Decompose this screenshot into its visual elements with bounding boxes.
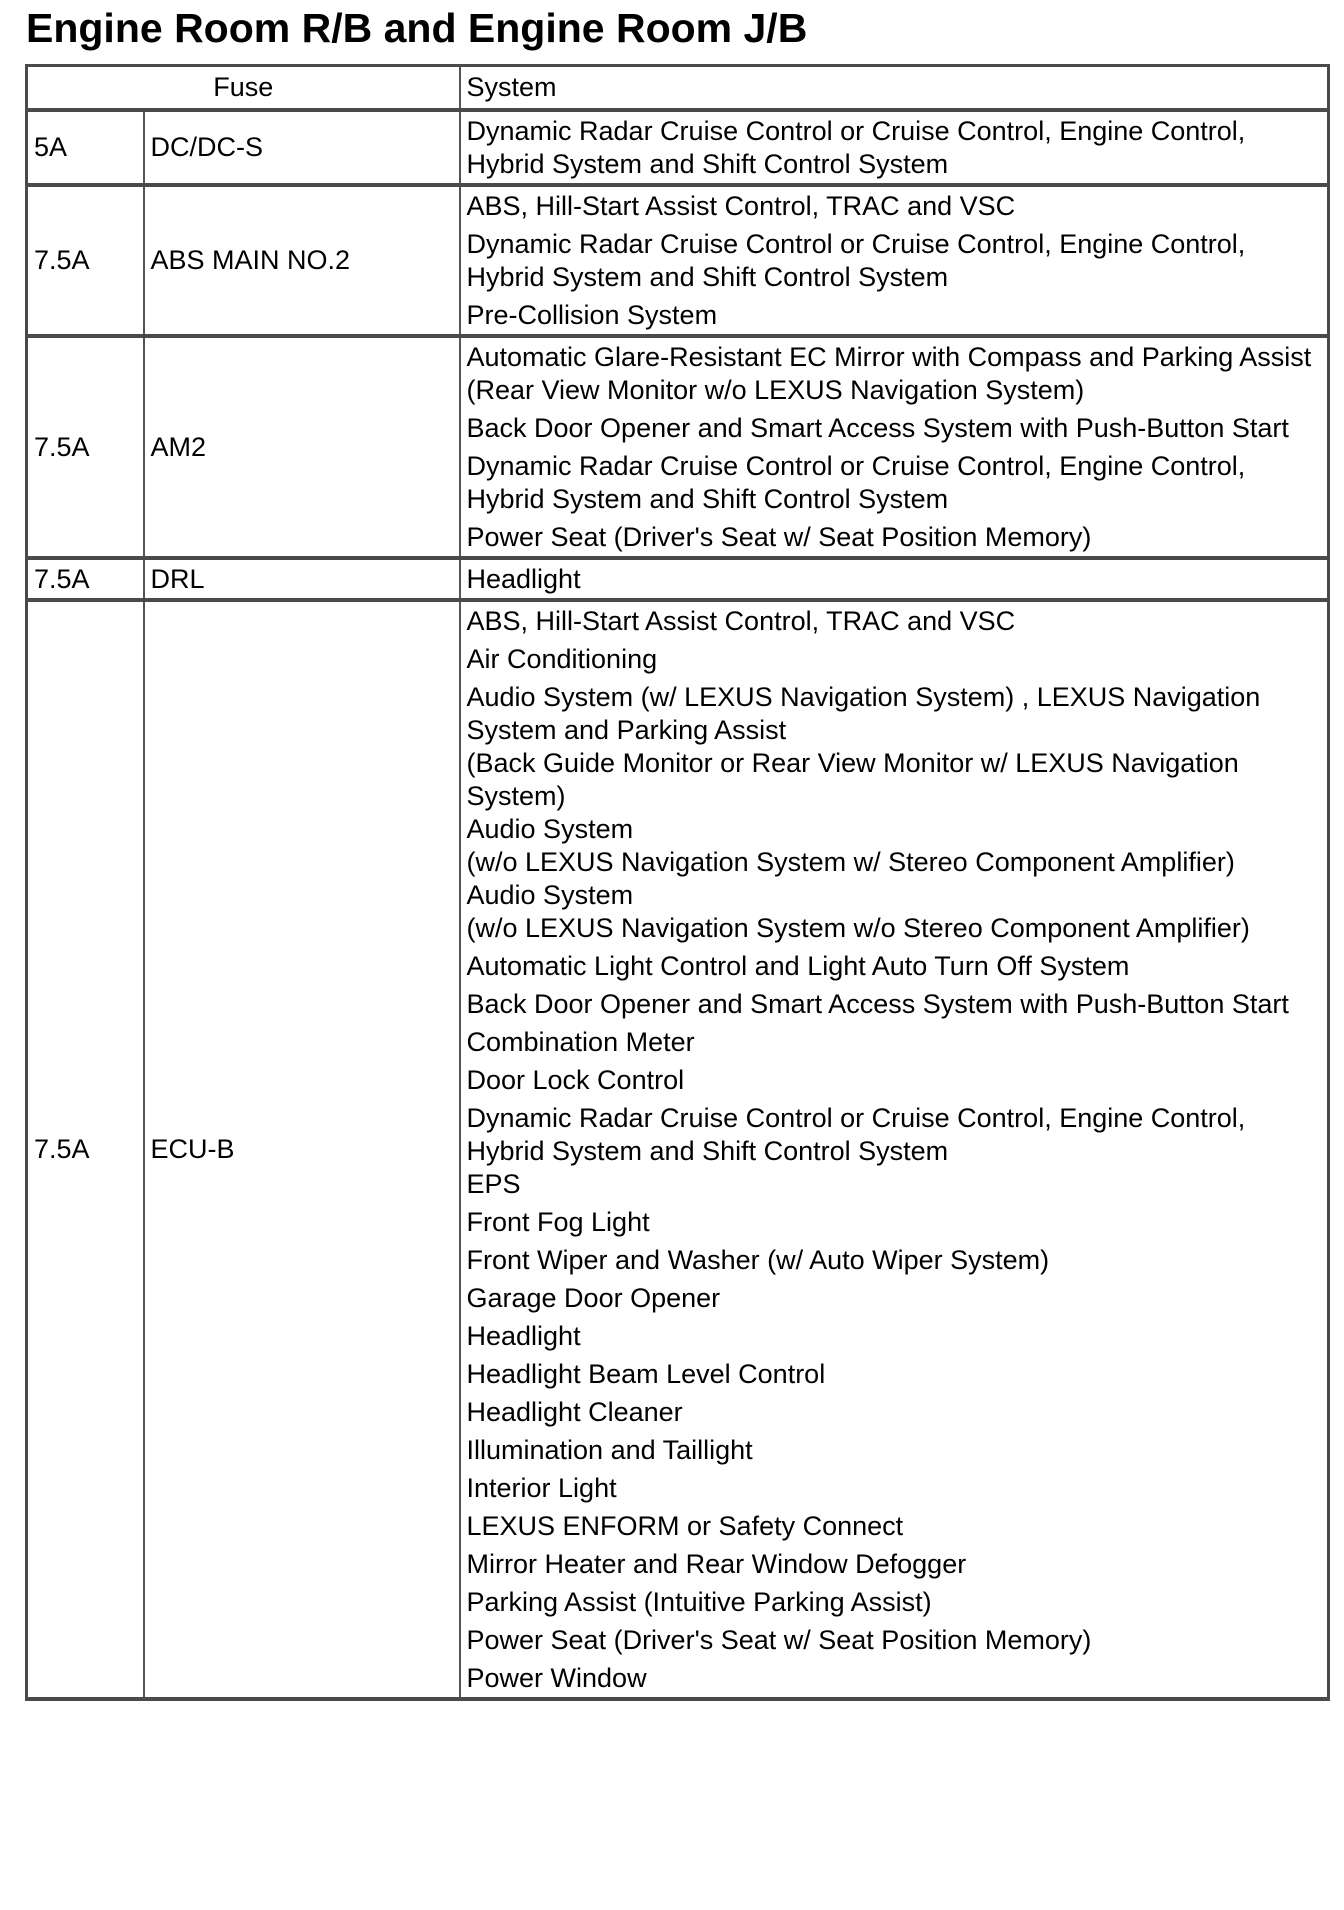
table-row <box>27 185 1329 336</box>
fuse-name: DC/DC-S <box>144 110 460 185</box>
fuse-systems-cell <box>460 600 1329 1699</box>
system-entry <box>467 296 1322 334</box>
system-entry-line: Headlight <box>466 1321 581 1351</box>
system-entry-line: (w/o LEXUS Navigation System w/ Stereo Component Amplifier) <box>466 847 1235 877</box>
system-entry <box>467 1355 1322 1393</box>
fuse-name: ECU-B <box>144 600 460 1699</box>
fuse-name: DRL <box>144 558 460 600</box>
system-entry <box>467 1431 1322 1469</box>
system-entry-line: Illumination and Taillight <box>466 1435 753 1465</box>
fuse-amperage: 7.5A <box>27 336 144 558</box>
system-entry-line: Audio System (w/ LEXUS Navigation System) , LEXUS Navigation <box>466 682 1261 712</box>
system-entry-line: ABS, Hill-Start Assist Control, TRAC and VSC <box>466 191 1016 221</box>
system-entry-line: EPS <box>466 1169 521 1199</box>
system-entry-line: Mirror Heater and Rear Window Defogger <box>466 1549 967 1579</box>
table-row <box>27 600 1329 1699</box>
system-entry <box>467 447 1322 518</box>
system-entry-line: Hybrid System and Shift Control System <box>466 149 949 179</box>
system-entry <box>467 1241 1322 1279</box>
fuse-name: AM2 <box>144 336 460 558</box>
fuse-column-header: Fuse <box>27 66 460 111</box>
system-entry <box>467 518 1322 556</box>
fuse-table <box>25 64 1330 1701</box>
system-entry-line: Hybrid System and Shift Control System <box>466 262 949 292</box>
fuse-amperage: 7.5A <box>27 600 144 1699</box>
system-entry-line: Air Conditioning <box>466 644 658 674</box>
system-column-header: System <box>460 66 1329 111</box>
system-entry <box>467 1317 1322 1355</box>
system-entry-line: Dynamic Radar Cruise Control or Cruise Control, Engine Control, <box>466 229 1246 259</box>
system-entry <box>467 1621 1322 1659</box>
table-header-row <box>27 66 1329 111</box>
system-entry-line: Back Door Opener and Smart Access System with Push-Button Start <box>466 413 1289 443</box>
system-entry-line: Headlight Beam Level Control <box>466 1359 826 1389</box>
system-entry <box>467 225 1322 296</box>
system-entry <box>467 985 1322 1023</box>
system-entry-line: Dynamic Radar Cruise Control or Cruise Control, Engine Control, <box>466 116 1246 146</box>
system-entry <box>467 678 1322 947</box>
system-entry-line: (w/o LEXUS Navigation System w/o Stereo Component Amplifier) <box>466 913 1250 943</box>
system-entry <box>467 1279 1322 1317</box>
system-entry <box>467 947 1322 985</box>
system-entry <box>467 1393 1322 1431</box>
system-entry-line: Front Fog Light <box>466 1207 650 1237</box>
fuse-amperage: 5A <box>27 110 144 185</box>
system-entry-line: Parking Assist (Intuitive Parking Assist) <box>466 1587 932 1617</box>
system-entry-line: Back Door Opener and Smart Access System with Push-Button Start <box>466 989 1289 1019</box>
system-entry <box>467 187 1322 225</box>
system-entry-line: Headlight <box>466 564 581 594</box>
system-entry-line: Audio System <box>466 814 634 844</box>
system-entry-line: Power Seat (Driver's Seat w/ Seat Position Memory) <box>466 522 1092 552</box>
system-entry-line: Door Lock Control <box>466 1065 685 1095</box>
system-entry-line: System) <box>466 781 566 811</box>
fuse-amperage: 7.5A <box>27 185 144 336</box>
system-entry <box>467 1061 1322 1099</box>
system-entry <box>467 112 1322 183</box>
fuse-name: ABS MAIN NO.2 <box>144 185 460 336</box>
system-entry-line: LEXUS ENFORM or Safety Connect <box>466 1511 904 1541</box>
system-entry-line: Audio System <box>466 880 634 910</box>
fuse-systems-cell <box>460 185 1329 336</box>
system-entry-line: Garage Door Opener <box>466 1283 721 1313</box>
system-entry-line: Hybrid System and Shift Control System <box>466 1136 949 1166</box>
system-entry-line: Automatic Glare-Resistant EC Mirror with Compass and Parking Assist <box>466 342 1312 372</box>
system-entry <box>467 338 1322 409</box>
system-entry-line: ABS, Hill-Start Assist Control, TRAC and VSC <box>466 606 1016 636</box>
system-entry <box>467 1659 1322 1697</box>
fuse-systems-cell <box>460 336 1329 558</box>
system-entry <box>467 1583 1322 1621</box>
system-entry-line: Hybrid System and Shift Control System <box>466 484 949 514</box>
system-entry-line: Power Window <box>466 1663 647 1693</box>
system-entry-line: Pre-Collision System <box>466 300 718 330</box>
system-entry <box>467 1545 1322 1583</box>
system-entry-line: System and Parking Assist <box>466 715 787 745</box>
system-entry <box>467 1099 1322 1203</box>
table-row <box>27 336 1329 558</box>
system-entry-line: Combination Meter <box>466 1027 695 1057</box>
page-title: Engine Room R/B and Engine Room J/B <box>26 5 808 51</box>
system-entry <box>467 640 1322 678</box>
system-entry-line: Power Seat (Driver's Seat w/ Seat Position Memory) <box>466 1625 1092 1655</box>
system-entry-line: Interior Light <box>466 1473 617 1503</box>
table-row <box>27 558 1329 600</box>
system-entry-line: Automatic Light Control and Light Auto Turn Off System <box>466 951 1130 981</box>
system-entry <box>467 1023 1322 1061</box>
system-entry-line: Headlight Cleaner <box>466 1397 683 1427</box>
system-entry <box>467 1507 1322 1545</box>
system-entry <box>467 1203 1322 1241</box>
system-entry-line: Dynamic Radar Cruise Control or Cruise Control, Engine Control, <box>466 451 1246 481</box>
system-entry-line: Dynamic Radar Cruise Control or Cruise Control, Engine Control, <box>466 1103 1246 1133</box>
system-entry-line: Front Wiper and Washer (w/ Auto Wiper System) <box>466 1245 1050 1275</box>
system-entry-line: (Back Guide Monitor or Rear View Monitor w/ LEXUS Navigation <box>466 748 1239 778</box>
fuse-systems-cell <box>460 558 1329 600</box>
fuse-amperage: 7.5A <box>27 558 144 600</box>
system-entry <box>467 560 1322 598</box>
system-entry <box>467 602 1322 640</box>
system-entry <box>467 409 1322 447</box>
table-row <box>27 110 1329 185</box>
fuse-systems-cell <box>460 110 1329 185</box>
fuse-table-body <box>27 110 1329 1699</box>
system-entry <box>467 1469 1322 1507</box>
system-entry-line: (Rear View Monitor w/o LEXUS Navigation System) <box>466 375 1085 405</box>
